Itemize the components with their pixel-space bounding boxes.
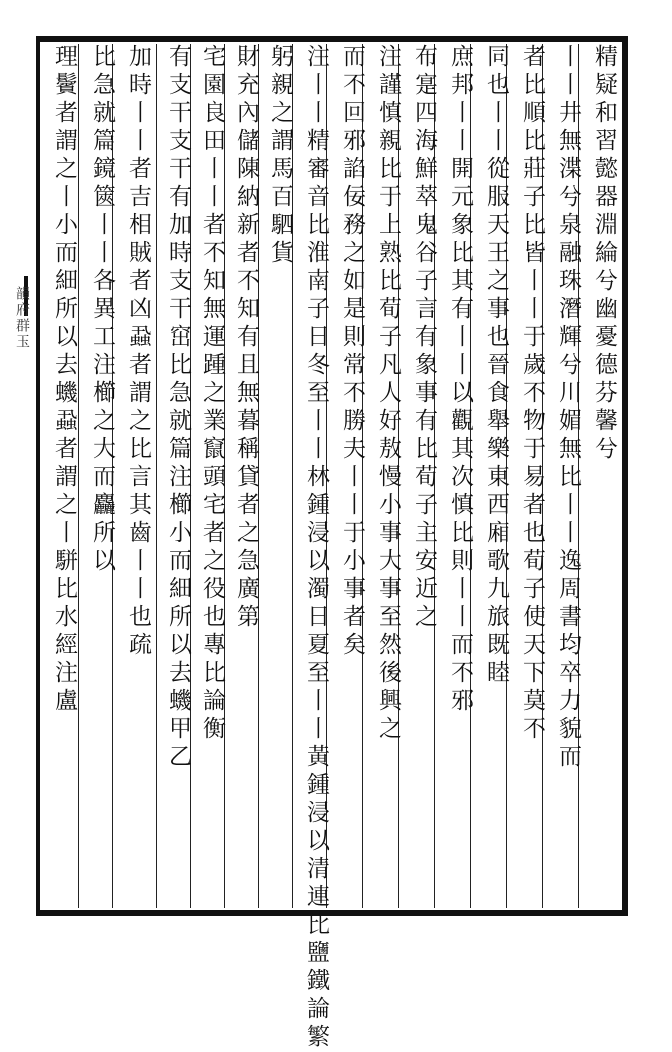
text-column-9: 注丨丨精審音比淮南子日冬至丨丨林鍾浸以濁日夏至丨丨黃鍾浸以清連比鹽鐵論繁 bbox=[303, 44, 329, 1052]
text-column-12: 宅園良田丨丨者不知無運踵之業竄頭宅者之役也專比論衡 bbox=[199, 44, 225, 744]
text-column-8: 而不回邪諂佞務之如是則常不勝夫丨丨于小事者矣 bbox=[339, 44, 365, 660]
text-column-4: 同也丨丨從服天王之事也晉食舉樂東西廂歌九旅既睦 bbox=[483, 44, 509, 688]
text-column-5: 庶邦丨丨開元象比其有丨丨以觀其次慎比則丨丨而不邪 bbox=[447, 44, 473, 716]
text-column-14: 加時丨丨者吉相賊者凶蝨者謂之比言其齒丨丨也疏 bbox=[125, 44, 151, 660]
text-column-7: 注謹慎親比于上熟比荀子凡人好敖慢小事大事至然後興之 bbox=[375, 44, 401, 744]
text-column-11: 財充內儲陳納新者不知有且無暮稱貸者之急廣第 bbox=[233, 44, 259, 632]
text-column-10: 躬親之謂馬百駟貨 bbox=[267, 44, 293, 268]
text-column-1: 精疑和習懿器淵綸兮幽憂德芬馨兮 bbox=[591, 44, 617, 464]
text-column-16: 理鬢者謂之丨小而細所以去蟣蝨者謂之丨駢比水經注盧 bbox=[51, 44, 77, 716]
text-column-3: 者比順比莊子比皆丨丨于歲不物于易者也荀子使天下莫不 bbox=[519, 44, 545, 744]
fore-edge-label: 韻府群玉 bbox=[14, 286, 30, 350]
fore-edge-gutter bbox=[0, 276, 36, 456]
text-column-15: 比急就篇鏡篋丨丨各異工注櫛之大而麤所以 bbox=[89, 44, 115, 576]
column-rule bbox=[156, 44, 157, 908]
text-column-13: 有支干支干有加時支干窋比急就篇注櫛小而細所以去蟣甲乙 bbox=[165, 44, 191, 772]
text-column-2: 丨丨井無渫兮泉融珠潛輝兮川媚無比丨丨逸周書均卒力貌而 bbox=[555, 44, 581, 772]
text-column-6: 布寔四海鮮萃鬼谷子言有象事有比荀子主安近之 bbox=[411, 44, 437, 632]
